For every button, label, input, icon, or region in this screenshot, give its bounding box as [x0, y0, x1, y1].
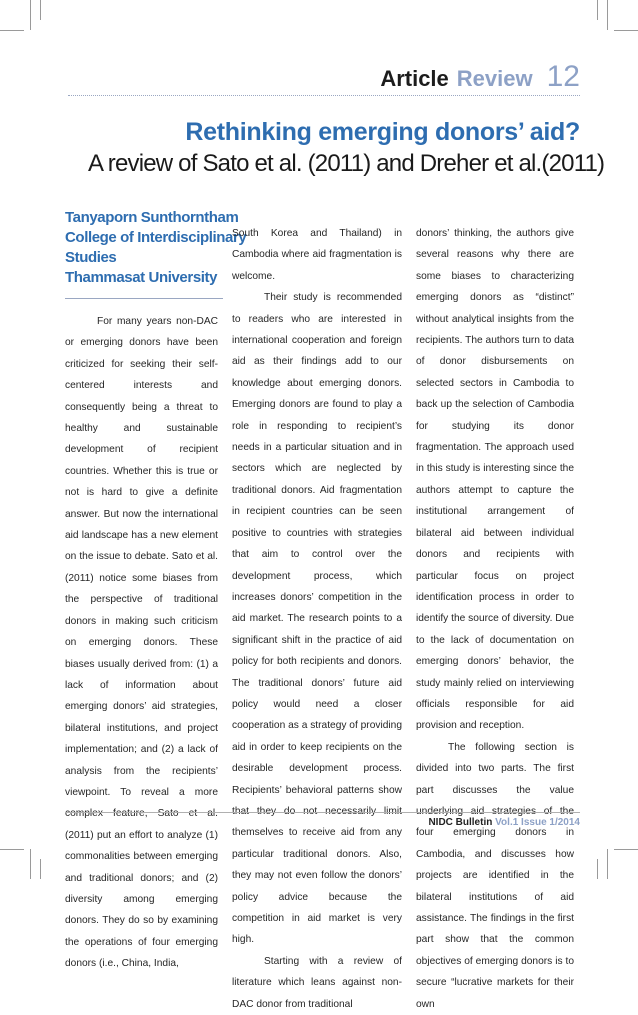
crop-mark — [40, 0, 41, 20]
crop-mark — [597, 859, 598, 879]
body-paragraph: Starting with a review of literature which leans against non-DAC donor from traditional — [232, 955, 402, 1010]
crop-mark — [30, 849, 31, 879]
crop-mark — [614, 30, 638, 31]
crop-mark — [40, 859, 41, 879]
crop-mark — [614, 849, 638, 850]
crop-mark — [30, 0, 31, 30]
section-sublabel: Review — [456, 66, 533, 91]
footer-divider — [65, 812, 580, 813]
body-column-2 — [232, 223, 402, 1015]
body-paragraph: For many years non-DAC or emerging donors have been criticized for seeking their self-centered interests and consequently being a threat to healthy and sustainable development of recipient countries. Whether this is true or not is hard to give a definite answer. But now the international aid landscape has a new element on the issue to debate. Sato et al. (2011) notice some biases from the perspective of traditional donors in making such criticism on emerging donors. These biases usually derived from: (1) a lack of information about emerging donors’ aid strategies, bilateral institutions, and project implementation; and (2) a lack of analysis from the recipients’ viewpoint. To reveal a more complex feature, Sato et al. (2011) put an effort to analyze (1) commonalities between emerging and traditional donors; and (2) diversity among emerging donors. They do so by examining the operations of four emerging donors (i.e., China, India, — [65, 316, 218, 970]
author-block — [65, 208, 247, 288]
section-label: Article — [380, 66, 449, 91]
body-paragraph: South Korea and Thailand) in Cambodia where aid fragmentation is welcome. — [232, 228, 402, 282]
crop-mark — [607, 0, 608, 30]
author-affiliation: Studies — [65, 249, 117, 266]
body-column-3 — [416, 223, 574, 1015]
crop-mark — [597, 0, 598, 20]
article-title: Rethinking emerging donors’ aid? — [185, 118, 580, 146]
body-paragraph: donors’ thinking, the authors give several reasons why there are some biases to characterizing emerging donors as “distinct” without analytical insights from the recipients. The authors turn to data of donor disbursements on selected sectors in Cambodia to back up the selection of Cambodia for studying its donor fragmentation. The approach used in this study is interesting since the authors attempt to capture the institutional arrangement of bilateral aid between individual donors and recipients with particular focus on project identification process in order to identify the source of diversity. Due to the lack of documentation on emerging donors’ behavior, the study mainly relied on interviewing officials responsible for aid provision and reception. — [416, 228, 574, 732]
page-number: 12 — [546, 60, 580, 93]
header-divider — [68, 95, 580, 96]
article-subtitle: A review of Sato et al. (2011) and Dreher et al.(2011) — [88, 150, 605, 177]
crop-mark — [0, 30, 24, 31]
volume-issue: Vol.1 Issue 1/2014 — [495, 817, 580, 828]
publication-name: NIDC Bulletin — [428, 817, 493, 828]
footer — [428, 817, 580, 828]
body-column-1 — [65, 311, 218, 975]
body-paragraph: Their study is recommended to readers who are interested in international cooperation and foreign aid as their findings add to our knowledge about emerging donors. Emerging donors are found to play a role in responding to recipient’s needs in a particular situation and in sectors which are neglected by traditional donors. Aid fragmentation in recipient countries can be seen positive to countries with strategies that aim to control over the development process, which increases donors’ competition in the aid market. The research points to a significant shift in the practice of aid policy for both recipients and donors. The traditional donors’ future aid policy would need a closer cooperation as a strategy of providing aid in order to keep recipients on the desirable development process. Recipients’ behavioral patterns show that they do not necessarily limit themselves to receive aid from any particular traditional donors. Also, they may not even follow the donors’ policy advice because the competition in aid market is very high. — [232, 292, 402, 946]
author-affiliation: College of Interdisciplinary — [65, 229, 247, 246]
body-paragraph: The following section is divided into two parts. The first part discusses the value underlying aid strategies of the four emerging donors in Cambodia, and discusses how projects are identified in the bilateral institutions of aid assistance. The findings in the first part show that the common objectives of emerging donors is to secure “lucrative markets for their own — [416, 741, 574, 1010]
crop-mark — [0, 849, 24, 850]
author-name: Tanyaporn Sunthorntham — [65, 209, 239, 226]
crop-mark — [607, 849, 608, 879]
author-divider — [65, 298, 223, 299]
author-affiliation: Thammasat University — [65, 269, 218, 286]
running-head — [380, 60, 580, 94]
